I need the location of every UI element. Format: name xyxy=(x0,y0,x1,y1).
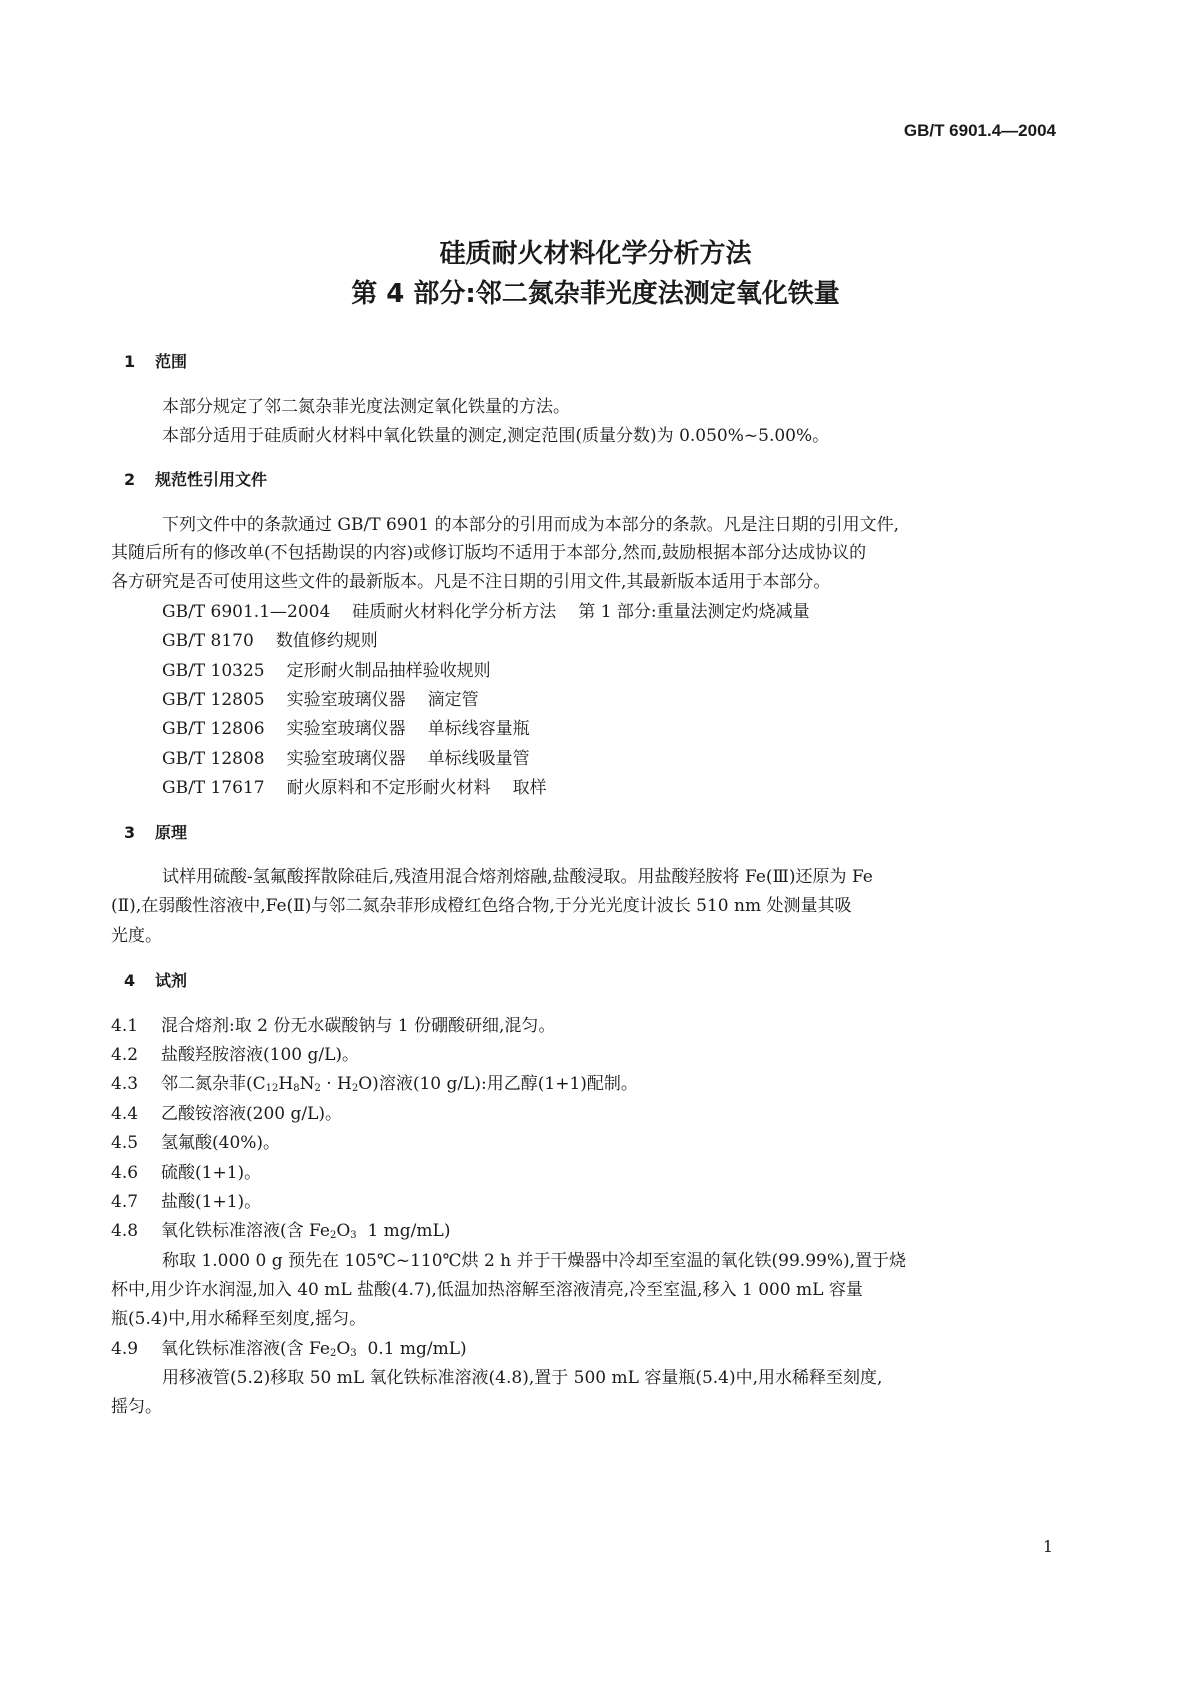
reference-code: GB/T 12805 xyxy=(162,690,265,710)
paragraph-line: 摇匀。 xyxy=(111,1397,162,1417)
item-text: 盐酸羟胺溶液(100 g/L)。 xyxy=(161,1045,360,1065)
item-number: 4.3 xyxy=(111,1074,139,1094)
section-heading-4 xyxy=(124,971,187,991)
item-text: 乙酸铵溶液(200 g/L)。 xyxy=(161,1104,343,1124)
reagent-item xyxy=(111,1045,359,1065)
reference-item xyxy=(162,661,491,681)
reference-item xyxy=(162,778,547,798)
item-number: 4.2 xyxy=(111,1045,139,1065)
item-number: 4.7 xyxy=(111,1192,139,1212)
reference-item xyxy=(162,719,530,739)
standard-number: GB/T 6901.4—2004 xyxy=(903,121,1056,140)
reagent-item xyxy=(111,1339,467,1364)
item-text: 氧化铁标准溶液(含 $Fe_2O_3$ 1 mg/mL) xyxy=(161,1221,451,1241)
reference-title: 耐火原料和不定形耐火材料 xyxy=(286,778,491,798)
item-number: 4.5 xyxy=(111,1133,139,1153)
paragraph-line: 称取 1.000 0 g 预先在 105℃~110℃烘 2 h 并于干燥器中冷却至室温的氧化铁(99.99%),置于烧 xyxy=(162,1251,907,1271)
reference-title: 实验室玻璃仪器 xyxy=(286,719,406,739)
reference-title: 实验室玻璃仪器 xyxy=(286,749,406,769)
section-title: 试剂 xyxy=(155,971,188,990)
reference-extra: 单标线吸量管 xyxy=(427,749,530,769)
reference-title: 实验室玻璃仪器 xyxy=(286,690,406,710)
paragraph-line: 瓶(5.4)中,用水稀释至刻度,摇匀。 xyxy=(111,1309,367,1329)
reference-code: GB/T 6901.1—2004 xyxy=(162,602,331,622)
item-text: 氢氟酸(40%)。 xyxy=(161,1133,281,1153)
document-title: 硅质耐火材料化学分析方法 xyxy=(439,239,752,269)
reagent-item xyxy=(111,1016,555,1036)
paragraph: 本部分适用于硅质耐火材料中氧化铁量的测定,测定范围(质量分数)为 0.050%~5.00%。 xyxy=(162,426,830,446)
paragraph-line: 其随后所有的修改单(不包括勘误的内容)或修订版均不适用于本部分,然而,鼓励根据本部分达成协议的 xyxy=(111,543,867,563)
section-heading-1 xyxy=(124,352,187,372)
item-text: 盐酸(1+1)。 xyxy=(161,1192,262,1212)
reagent-item xyxy=(111,1074,638,1099)
section-title: 原理 xyxy=(155,823,188,842)
reference-code: GB/T 17617 xyxy=(162,778,265,798)
reference-extra: 滴定管 xyxy=(427,690,479,710)
paragraph-line: 各方研究是否可使用这些文件的最新版本。凡是不注日期的引用文件,其最新版本适用于本部分。 xyxy=(111,572,831,592)
reference-code: GB/T 12806 xyxy=(162,719,265,739)
section-number: 1 xyxy=(124,352,136,371)
paragraph-line: 用移液管(5.2)移取 50 mL 氧化铁标准溶液(4.8),置于 500 mL 容量瓶(5.4)中,用水稀释至刻度, xyxy=(162,1368,883,1388)
reference-extra: 取样 xyxy=(512,778,547,798)
item-number: 4.1 xyxy=(111,1016,139,1036)
section-heading-3 xyxy=(124,823,187,843)
reagent-item xyxy=(111,1133,280,1153)
section-title: 规范性引用文件 xyxy=(155,470,268,489)
paragraph-line: 杯中,用少许水润湿,加入 40 mL 盐酸(4.7),低温加热溶解至溶液清亮,冷至室温,移入 1 000 mL 容量 xyxy=(111,1280,863,1300)
paragraph-line: (Ⅱ),在弱酸性溶液中,Fe(Ⅱ)与邻二氮杂菲形成橙红色络合物,于分光光度计波长 510 nm 处测量其吸 xyxy=(111,896,852,916)
reagent-item xyxy=(111,1192,261,1212)
item-text: 混合熔剂:取 2 份无水碳酸钠与 1 份硼酸研细,混匀。 xyxy=(161,1016,556,1036)
item-number: 4.4 xyxy=(111,1104,139,1124)
section-number: 3 xyxy=(124,823,136,842)
item-number: 4.8 xyxy=(111,1221,139,1241)
item-number: 4.6 xyxy=(111,1163,139,1183)
item-text: 硫酸(1+1)。 xyxy=(161,1163,262,1183)
paragraph-line: 光度。 xyxy=(111,926,162,946)
paragraph-line: 下列文件中的条款通过 GB/T 6901 的本部分的引用而成为本部分的条款。凡是注日期的引用文件, xyxy=(162,515,900,535)
reference-item xyxy=(162,602,810,622)
reference-extra: 单标线容量瓶 xyxy=(427,719,530,739)
reference-extra: 第 1 部分:重量法测定灼烧减量 xyxy=(578,602,810,622)
reference-item xyxy=(162,749,530,769)
reference-title: 硅质耐火材料化学分析方法 xyxy=(352,602,557,622)
paragraph-line: 试样用硫酸-氢氟酸挥散除硅后,残渣用混合熔剂熔融,盐酸浸取。用盐酸羟胺将 Fe(Ⅲ)还原为 Fe xyxy=(162,867,873,887)
item-text: 邻二氮杂菲$(C_{12}H_8N_2 \cdot H_2O)$溶液(10 g/L):用乙醇(1+1)配制。 xyxy=(161,1074,638,1094)
page-number: 1 xyxy=(1042,1537,1053,1556)
reference-code: GB/T 10325 xyxy=(162,661,265,681)
reagent-item xyxy=(111,1104,342,1124)
section-number: 2 xyxy=(124,470,136,489)
section-title: 范围 xyxy=(155,352,188,371)
section-number: 4 xyxy=(124,971,136,990)
reference-title: 定形耐火制品抽样验收规则 xyxy=(286,661,491,681)
paragraph: 本部分规定了邻二氮杂菲光度法测定氧化铁量的方法。 xyxy=(162,397,570,417)
reference-item xyxy=(162,690,479,710)
reference-code: GB/T 12808 xyxy=(162,749,265,769)
document-subtitle: 第 4 部分:邻二氮杂菲光度法测定氧化铁量 xyxy=(351,279,840,309)
reference-title: 数值修约规则 xyxy=(275,631,378,651)
item-text: 氧化铁标准溶液(含 $Fe_2O_3$ 0.1 mg/mL) xyxy=(161,1339,467,1359)
reagent-item xyxy=(111,1221,450,1246)
item-number: 4.9 xyxy=(111,1339,139,1359)
reference-item xyxy=(162,631,378,651)
reagent-item xyxy=(111,1163,261,1183)
reference-code: GB/T 8170 xyxy=(162,631,254,651)
section-heading-2 xyxy=(124,470,267,490)
